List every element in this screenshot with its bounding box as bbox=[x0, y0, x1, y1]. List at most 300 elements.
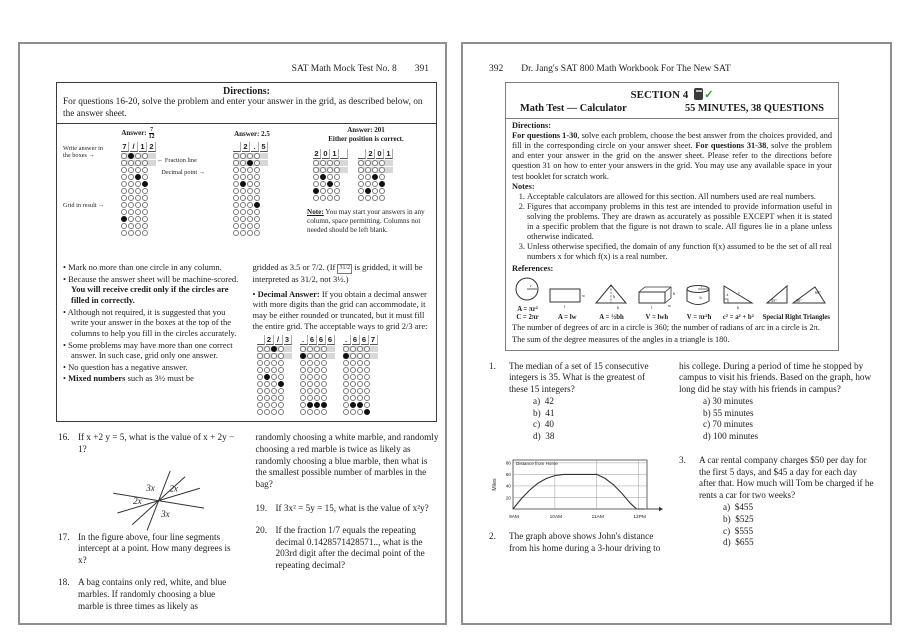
empty-bubble bbox=[343, 395, 349, 401]
filled-bubble bbox=[128, 153, 134, 159]
empty-bubble bbox=[300, 360, 306, 366]
empty-bubble bbox=[257, 388, 263, 394]
empty-bubble bbox=[321, 374, 327, 380]
reference-rectangle bbox=[548, 283, 586, 321]
rule-text: No question has a negative answer. bbox=[68, 361, 188, 372]
empty-bubble bbox=[128, 160, 134, 166]
grid-answer-box bbox=[340, 149, 348, 159]
angle-label: 3x bbox=[146, 482, 155, 493]
question-number: 17. bbox=[58, 531, 70, 542]
empty-bubble bbox=[278, 409, 284, 415]
grid-bubble-row bbox=[121, 202, 156, 208]
directions-intro: For questions 16-20, solve the problem and enter your answer in the grid, as described below, on the answer sheet. bbox=[57, 97, 436, 124]
choice-a: a) 42 bbox=[533, 395, 554, 406]
grid-bubble-row bbox=[300, 346, 335, 352]
empty-bubble bbox=[364, 395, 370, 401]
mini-grid-chip: 31/2 bbox=[337, 264, 352, 274]
empty-bubble bbox=[271, 374, 277, 380]
question-18 bbox=[58, 577, 242, 612]
question-19 bbox=[256, 503, 440, 515]
grid-bubble-row bbox=[343, 388, 378, 394]
dim-label: b bbox=[616, 305, 619, 311]
grid-bubble-row bbox=[313, 160, 348, 166]
empty-bubble bbox=[257, 409, 263, 415]
empty-bubble bbox=[142, 188, 148, 194]
empty-bubble bbox=[135, 188, 141, 194]
empty-bubble bbox=[358, 188, 364, 194]
directions-title: Directions: bbox=[222, 86, 271, 97]
empty-bubble bbox=[350, 388, 356, 394]
right-running-title: Dr. Jang's SAT 800 Math Workbook For The New SAT bbox=[521, 64, 731, 74]
question-18-continued: randomly choosing a white marble, and randomly choosing a red marble is twice as likely as randomly choosing a blue marble, then what is the smallest possible number of marbles in the bag? bbox=[255, 432, 441, 490]
empty-bubble bbox=[365, 195, 371, 201]
empty-bubble bbox=[257, 374, 263, 380]
empty-bubble bbox=[372, 167, 378, 173]
empty-bubble bbox=[300, 388, 306, 394]
special-triangles-label: Special Right Triangles bbox=[762, 313, 830, 321]
empty-bubble bbox=[321, 367, 327, 373]
empty-bubble bbox=[271, 367, 277, 373]
grid-answer-box: 0 bbox=[322, 149, 330, 159]
empty-bubble bbox=[135, 153, 141, 159]
empty-bubble bbox=[271, 409, 277, 415]
filled-bubble bbox=[278, 381, 284, 387]
empty-bubble bbox=[271, 388, 277, 394]
note-text: You may start your answers in any column, space permitting. Columns not needed should be left blank. bbox=[307, 208, 425, 234]
empty-bubble bbox=[343, 346, 349, 352]
empty-bubble bbox=[334, 167, 340, 173]
filled-bubble bbox=[321, 402, 327, 408]
empty-bubble bbox=[240, 230, 246, 236]
dim-label: l bbox=[564, 304, 566, 310]
reference-box bbox=[637, 283, 677, 321]
grid-bubble-row bbox=[358, 188, 393, 194]
empty-bubble bbox=[128, 167, 134, 173]
rule-text: Mark no more than one circle in any column. bbox=[68, 262, 222, 273]
empty-bubble bbox=[364, 360, 370, 366]
empty-bubble bbox=[121, 230, 127, 236]
grid-answer-box: 1 bbox=[139, 142, 147, 152]
empty-bubble bbox=[271, 395, 277, 401]
empty-bubble bbox=[321, 381, 327, 387]
grid-bubble-row bbox=[300, 367, 335, 373]
empty-bubble bbox=[307, 388, 313, 394]
empty-bubble bbox=[142, 202, 148, 208]
empty-bubble bbox=[233, 181, 239, 187]
section-footer-line2: The sum of the degree measures of the angles in a triangle is 180. bbox=[512, 335, 730, 345]
grid-bubble-row bbox=[343, 409, 378, 415]
empty-bubble bbox=[321, 388, 327, 394]
grid-bubble-row bbox=[121, 223, 156, 229]
grid-answer-box bbox=[358, 149, 366, 159]
empty-bubble bbox=[364, 381, 370, 387]
empty-bubble bbox=[128, 174, 134, 180]
y-axis-label: Miles bbox=[492, 478, 498, 491]
grid-bubble-row bbox=[121, 188, 156, 194]
empty-bubble bbox=[254, 209, 260, 215]
question-column-right bbox=[679, 361, 874, 565]
empty-bubble bbox=[271, 360, 277, 366]
reference-special-triangles bbox=[763, 283, 830, 321]
grid-bubble-row bbox=[300, 353, 335, 359]
time-questions: 55 MINUTES, 38 QUESTIONS bbox=[684, 103, 824, 114]
empty-bubble bbox=[257, 353, 263, 359]
empty-bubble bbox=[379, 167, 385, 173]
grid-written-answer-row bbox=[300, 335, 335, 345]
empty-bubble bbox=[271, 402, 277, 408]
grid-bubble-row bbox=[121, 209, 156, 215]
empty-bubble bbox=[128, 188, 134, 194]
box-formula: V = lwh bbox=[645, 313, 669, 321]
empty-bubble bbox=[350, 409, 356, 415]
filled-bubble bbox=[313, 188, 319, 194]
grid-in-result-label: Grid in result → bbox=[63, 202, 105, 210]
grid-answer-box: / bbox=[275, 335, 283, 345]
axis-arrowhead bbox=[659, 507, 663, 511]
question-2-continued bbox=[679, 361, 874, 443]
empty-bubble bbox=[320, 195, 326, 201]
empty-bubble bbox=[327, 160, 333, 166]
empty-bubble bbox=[247, 181, 253, 187]
empty-bubble bbox=[364, 402, 370, 408]
empty-bubble bbox=[321, 360, 327, 366]
empty-bubble bbox=[254, 216, 260, 222]
choice-c: c) $555 bbox=[723, 525, 754, 536]
empty-bubble bbox=[327, 188, 333, 194]
grid-bubble-row bbox=[343, 367, 378, 373]
question-number: 20. bbox=[255, 524, 267, 535]
empty-bubble bbox=[365, 174, 371, 180]
grid-bubble-row bbox=[313, 167, 348, 173]
grid-written-answer-row bbox=[257, 335, 292, 345]
empty-bubble bbox=[278, 360, 284, 366]
grid-bubble-row bbox=[358, 167, 393, 173]
grid-bubble-row bbox=[233, 167, 268, 173]
empty-bubble bbox=[313, 195, 319, 201]
empty-bubble bbox=[135, 209, 141, 215]
question-column-left bbox=[489, 361, 665, 565]
grid-bubble-row bbox=[233, 174, 268, 180]
empty-bubble bbox=[254, 188, 260, 194]
empty-bubble bbox=[372, 160, 378, 166]
grid-bubble-row bbox=[343, 402, 378, 408]
grid-bubble-row bbox=[233, 216, 268, 222]
answer-grid-7-12 bbox=[121, 142, 156, 236]
choice-d: d) 100 minutes bbox=[703, 431, 759, 442]
right-page-questions bbox=[489, 361, 874, 565]
filled-bubble bbox=[379, 181, 385, 187]
empty-bubble bbox=[307, 353, 313, 359]
question-number: 19. bbox=[255, 502, 267, 513]
empty-bubble bbox=[254, 174, 260, 180]
empty-bubble bbox=[254, 153, 260, 159]
grid-bubble-row bbox=[300, 381, 335, 387]
empty-bubble bbox=[254, 230, 260, 236]
acceptable-grids-figure bbox=[257, 335, 431, 415]
grid-answer-box: . bbox=[343, 335, 351, 345]
filled-bubble bbox=[307, 402, 313, 408]
empty-bubble bbox=[135, 230, 141, 236]
question-number: 1. bbox=[489, 360, 496, 371]
empty-bubble bbox=[254, 181, 260, 187]
empty-bubble bbox=[121, 223, 127, 229]
empty-bubble bbox=[365, 160, 371, 166]
dim-label: 45° bbox=[771, 298, 778, 304]
dim-label: w bbox=[667, 303, 671, 309]
empty-bubble bbox=[121, 160, 127, 166]
empty-bubble bbox=[364, 353, 370, 359]
checkmark-icon: ✓ bbox=[704, 89, 714, 101]
empty-bubble bbox=[358, 160, 364, 166]
dim-label: a bbox=[726, 292, 729, 298]
empty-bubble bbox=[307, 409, 313, 415]
empty-bubble bbox=[135, 160, 141, 166]
filled-bubble bbox=[320, 174, 326, 180]
note-item: 3. Unless otherwise specified, the domain of any function f(x) assumed to be the set of all real numbers x for which f(x) is a real number. bbox=[527, 242, 832, 262]
dim-label: r bbox=[701, 283, 703, 289]
empty-bubble bbox=[350, 346, 356, 352]
filled-bubble bbox=[372, 174, 378, 180]
empty-bubble bbox=[257, 402, 263, 408]
question-2 bbox=[489, 531, 665, 555]
grid-bubble-row bbox=[121, 230, 156, 236]
empty-bubble bbox=[314, 409, 320, 415]
rule-text: Because the answer sheet will be machine-scored. bbox=[68, 273, 239, 284]
empty-bubble bbox=[334, 160, 340, 166]
empty-bubble bbox=[233, 153, 239, 159]
empty-bubble bbox=[264, 367, 270, 373]
empty-bubble bbox=[257, 381, 263, 387]
empty-bubble bbox=[343, 381, 349, 387]
grid-answer-box: 6 bbox=[327, 335, 335, 345]
rectangle-formula: A = lw bbox=[557, 313, 577, 321]
empty-bubble bbox=[233, 230, 239, 236]
y-tick-label: 80 bbox=[505, 460, 511, 466]
empty-bubble bbox=[121, 202, 127, 208]
empty-bubble bbox=[372, 181, 378, 187]
empty-bubble bbox=[233, 202, 239, 208]
filled-bubble bbox=[327, 181, 333, 187]
empty-bubble bbox=[343, 374, 349, 380]
empty-bubble bbox=[343, 367, 349, 373]
empty-bubble bbox=[334, 181, 340, 187]
empty-bubble bbox=[233, 216, 239, 222]
empty-bubble bbox=[142, 167, 148, 173]
empty-bubble bbox=[240, 216, 246, 222]
empty-bubble bbox=[350, 360, 356, 366]
distance-time-graph bbox=[489, 453, 665, 527]
empty-bubble bbox=[300, 346, 306, 352]
empty-bubble bbox=[327, 195, 333, 201]
empty-bubble bbox=[357, 409, 363, 415]
empty-bubble bbox=[358, 181, 364, 187]
empty-bubble bbox=[314, 360, 320, 366]
answer-grid-667 bbox=[343, 335, 378, 415]
empty-bubble bbox=[357, 367, 363, 373]
answer-grid-2-3 bbox=[257, 335, 292, 415]
empty-bubble bbox=[240, 153, 246, 159]
answer-grid-201-a bbox=[313, 149, 348, 201]
empty-bubble bbox=[271, 353, 277, 359]
grid-answer-box: 1 bbox=[331, 149, 339, 159]
grid-bubble-row bbox=[121, 160, 156, 166]
empty-bubble bbox=[334, 188, 340, 194]
grid-answer-box: 1 bbox=[385, 149, 393, 159]
choice-d: d) $655 bbox=[723, 537, 754, 548]
y-tick-label: 20 bbox=[505, 495, 511, 501]
question-20 bbox=[256, 525, 440, 572]
dim-label: r bbox=[530, 282, 532, 288]
rule-text: Some problems may have more than one correct answer. In such case, grid only one answer. bbox=[68, 339, 233, 361]
page-right bbox=[461, 42, 892, 625]
empty-bubble bbox=[350, 374, 356, 380]
empty-bubble bbox=[233, 167, 239, 173]
empty-bubble bbox=[247, 167, 253, 173]
empty-bubble bbox=[320, 188, 326, 194]
empty-bubble bbox=[264, 388, 270, 394]
filled-bubble bbox=[350, 402, 356, 408]
question-number: 18. bbox=[58, 576, 70, 587]
rule-item bbox=[63, 262, 241, 273]
dim-label: 60° bbox=[815, 290, 822, 296]
empty-bubble bbox=[278, 346, 284, 352]
triangle-formula: A = ½bh bbox=[599, 313, 624, 321]
empty-bubble bbox=[343, 402, 349, 408]
empty-bubble bbox=[357, 395, 363, 401]
example3-answer: Answer: 201 bbox=[347, 126, 385, 135]
filled-bubble bbox=[247, 160, 253, 166]
angle-label: 2x bbox=[133, 495, 142, 506]
left-page-number: 391 bbox=[414, 64, 429, 74]
grid-bubble-row bbox=[233, 209, 268, 215]
answer-grid-666 bbox=[300, 335, 335, 415]
note-item: 2. Figures that accompany problems in this test are intended to provide information useful in solving the problems. They are drawn as accurately as possible EXCEPT when it is stated in a specific problem that the figure is not drawn to scale. All figures lie in a plane unless otherwise indicated. bbox=[527, 202, 832, 242]
empty-bubble bbox=[247, 230, 253, 236]
circle-formula-2: C = 2πr bbox=[516, 313, 539, 321]
dim-label: h bbox=[699, 295, 702, 301]
directions-text: , solve the problem and enter your answer in the grid on the answer sheet. Please refer to the directions before question 31 on how to enter your answers in the grid. You may use any available space in your test booklet for scratch work. bbox=[512, 141, 832, 181]
filled-bubble bbox=[357, 402, 363, 408]
empty-bubble bbox=[247, 202, 253, 208]
empty-bubble bbox=[128, 202, 134, 208]
grid-bubble-row bbox=[257, 409, 292, 415]
example3-sublabel: Either position is correct. bbox=[328, 134, 404, 143]
empty-bubble bbox=[300, 409, 306, 415]
empty-bubble bbox=[320, 181, 326, 187]
fraction-denominator: 12 bbox=[148, 134, 155, 141]
empty-bubble bbox=[278, 374, 284, 380]
grid-written-answer-row bbox=[358, 149, 393, 159]
empty-bubble bbox=[314, 388, 320, 394]
answer-grid-2-5 bbox=[233, 142, 268, 236]
empty-bubble bbox=[233, 188, 239, 194]
empty-bubble bbox=[240, 195, 246, 201]
dim-label: w bbox=[582, 293, 586, 299]
empty-bubble bbox=[343, 388, 349, 394]
grid-bubble-row bbox=[257, 374, 292, 380]
empty-bubble bbox=[365, 181, 371, 187]
reference-triangle bbox=[594, 283, 630, 321]
empty-bubble bbox=[358, 167, 364, 173]
rule-item bbox=[63, 373, 241, 384]
rule-text: such as 3½ must be bbox=[125, 373, 194, 384]
x-tick-label: 10AM bbox=[549, 514, 563, 520]
empty-bubble bbox=[307, 381, 313, 387]
empty-bubble bbox=[135, 167, 141, 173]
question-text: If x +2 y = 5, what is the value of x + 2y − 1? bbox=[78, 432, 237, 454]
filled-bubble bbox=[135, 174, 141, 180]
grid-bubble-row bbox=[300, 395, 335, 401]
grid-bubble-row bbox=[300, 402, 335, 408]
rule-item bbox=[63, 274, 241, 306]
empty-bubble bbox=[128, 181, 134, 187]
choice-c: c) 40 bbox=[533, 419, 554, 430]
grid-bubble-row bbox=[358, 195, 393, 201]
rule-item bbox=[63, 362, 241, 373]
empty-bubble bbox=[343, 360, 349, 366]
empty-bubble bbox=[142, 153, 148, 159]
empty-bubble bbox=[142, 216, 148, 222]
left-page-questions bbox=[58, 432, 439, 622]
empty-bubble bbox=[350, 353, 356, 359]
angle-label: 3x bbox=[161, 508, 170, 519]
empty-bubble bbox=[264, 346, 270, 352]
grid-bubble-row bbox=[343, 360, 378, 366]
grid-answer-box: 2 bbox=[242, 142, 250, 152]
dim-label: h bbox=[612, 294, 615, 300]
mixed-number-continuation bbox=[253, 262, 431, 284]
grid-bubble-row bbox=[233, 202, 268, 208]
empty-bubble bbox=[142, 230, 148, 236]
notes-label: Notes: bbox=[512, 181, 535, 191]
question-number: 3. bbox=[679, 454, 686, 465]
cylinder-formula: V = πr²h bbox=[686, 313, 712, 321]
section-title: SECTION 4 bbox=[630, 89, 689, 101]
empty-bubble bbox=[320, 160, 326, 166]
question-text: If 3x² = 5y = 15, what is the value of x²y? bbox=[275, 502, 429, 513]
dim-label: c bbox=[738, 290, 741, 296]
grid-answer-box: 7 bbox=[121, 142, 129, 152]
empty-bubble bbox=[300, 395, 306, 401]
filled-bubble bbox=[142, 181, 148, 187]
grid-answer-box: 5 bbox=[260, 142, 268, 152]
empty-bubble bbox=[121, 153, 127, 159]
filled-bubble bbox=[121, 216, 127, 222]
left-running-title: SAT Math Mock Test No. 8 bbox=[291, 64, 397, 74]
left-running-head bbox=[58, 64, 429, 74]
question-column-left bbox=[58, 432, 242, 622]
empty-bubble bbox=[264, 409, 270, 415]
empty-bubble bbox=[128, 230, 134, 236]
references-label: References: bbox=[512, 263, 554, 273]
empty-bubble bbox=[379, 174, 385, 180]
empty-bubble bbox=[128, 209, 134, 215]
empty-bubble bbox=[372, 188, 378, 194]
grid-answer-box: 2 bbox=[266, 335, 274, 345]
empty-bubble bbox=[254, 195, 260, 201]
dim-label: 30° bbox=[796, 298, 803, 304]
empty-bubble bbox=[365, 167, 371, 173]
grid-bubble-row bbox=[343, 395, 378, 401]
section-body bbox=[506, 119, 838, 350]
rule-item bbox=[63, 307, 241, 339]
empty-bubble bbox=[135, 202, 141, 208]
question-column-right bbox=[256, 432, 440, 622]
question-1 bbox=[489, 361, 665, 443]
empty-bubble bbox=[247, 174, 253, 180]
grid-bubble-row bbox=[121, 167, 156, 173]
empty-bubble bbox=[300, 367, 306, 373]
